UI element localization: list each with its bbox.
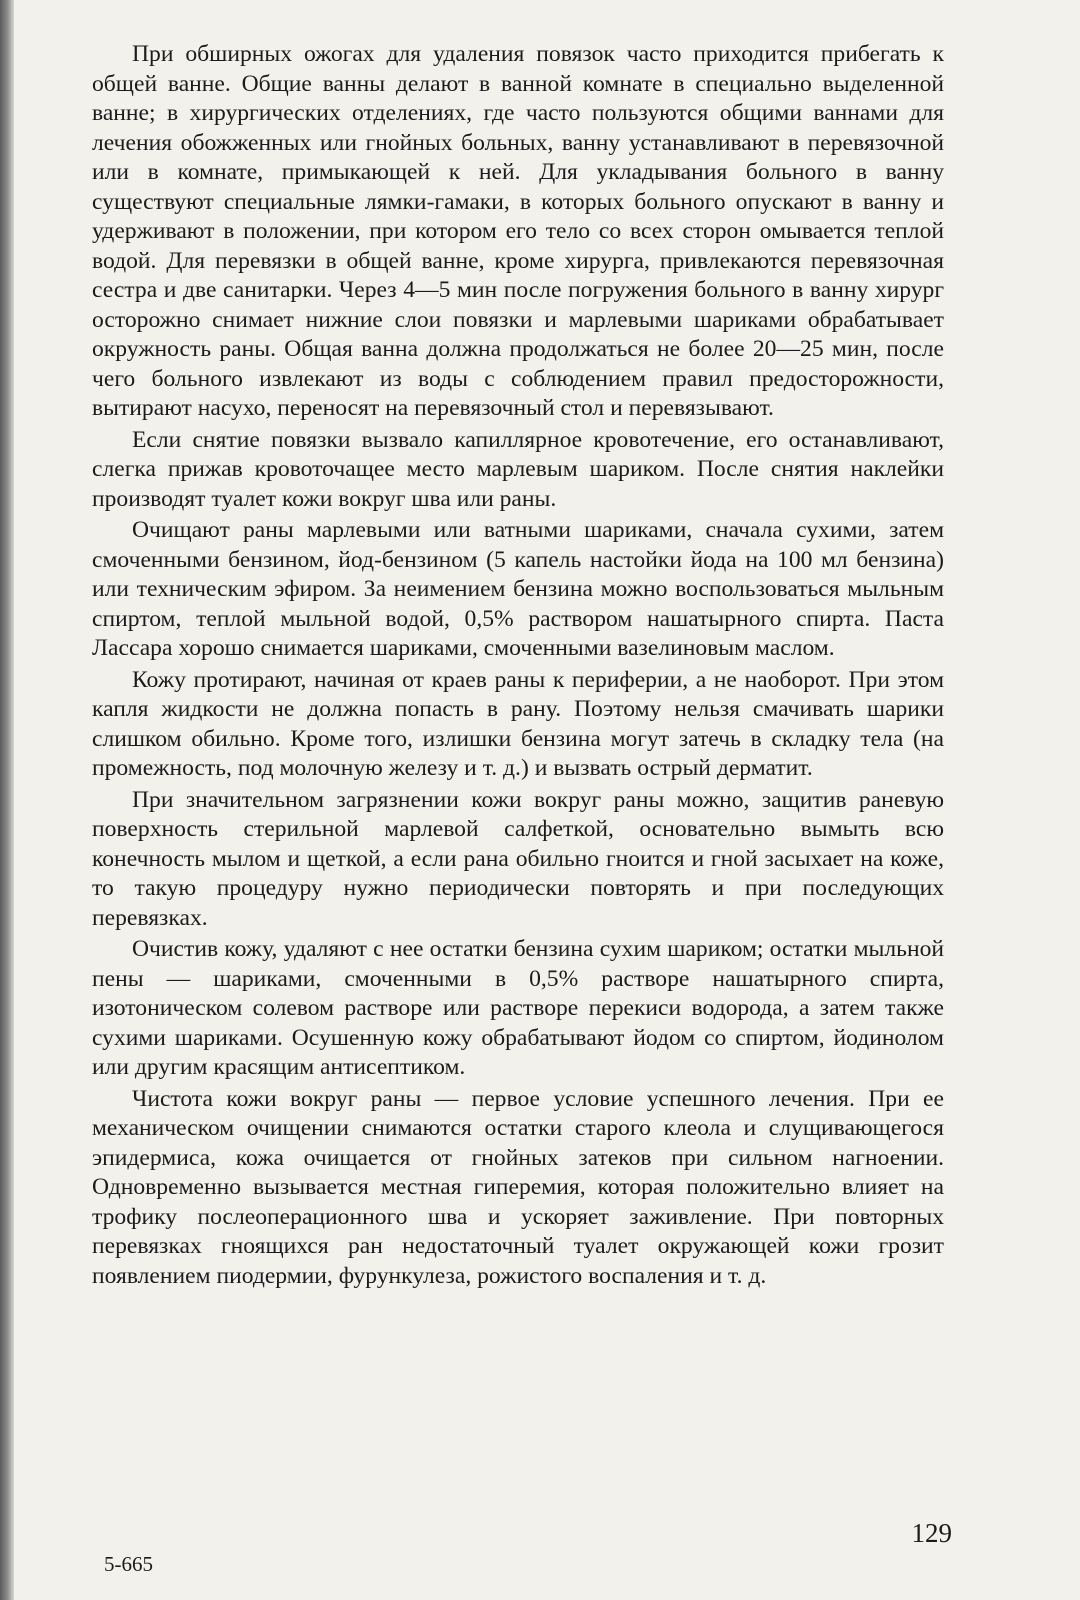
- paragraph-bath-dressing: При обширных ожогах для удаления повязок часто приходится прибегать к общей ванне. Общие ванны делают в ванной комнате в специально выделенной ванне; в хирургических отделениях, где часто пользуются общими ваннами для лечения обожженных или гнойных больных, ванну устанавливают в перевязочной или в комнате, примыкающей к ней. Для укладывания больного в ванну существуют специальные лямки-гамаки, в которых больного опускают в ванну и удерживают в положении, при котором его тело со всех сторон омывается теплой водой. Для перевязки в общей ванне, кроме хирурга, привлекаются перевязочная сестра и две санитарки. Через 4—5 мин после погружения больного в ванну хирург осторожно снимает нижние слои повязки и марлевыми шариками обрабатывает окружность раны. Общая ванна должна продолжаться не более 20—25 мин, после чего больного извлекают из воды с соблюдением правил предосторожности, вытирают насухо, переносят на перевязочный стол и перевязывают.: [92, 41, 944, 421]
- paragraph-wiping-direction: Кожу протирают, начиная от краев раны к периферии, а не наоборот. При этом капля жидкости не должна попасть в рану. Поэтому нельзя смачивать шарики слишком обильно. Кроме того, излишки бензина могут затечь в складку тела (на промежность, под молочную железу и т. д.) и вызвать острый дерматит.: [92, 666, 944, 781]
- paragraph-bleeding: Если снятие повязки вызвало капиллярное кровотечение, его останавливают, слегка прижав кровоточащее место марлевым шариком. После снятия наклейки производят туалет кожи вокруг шва или раны.: [92, 426, 944, 512]
- page-body: [92, 40, 944, 1291]
- paragraph-drying-antiseptic: Очистив кожу, удаляют с нее остатки бензина сухим шариком; остатки мыльной пены — шариками, смоченными в 0,5% растворе нашатырного спирта, изотоническом солевом растворе или растворе перекиси водорода, а затем также сухими шариками. Осушенную кожу обрабатывают йодом со спиртом, йодинолом или другим красящим антисептиком.: [92, 936, 944, 1080]
- scan-edge: [0, 0, 14, 1600]
- paragraph-skin-cleanliness: Чистота кожи вокруг раны — первое условие успешного лечения. При ее механическом очищении снимаются остатки старого клеола и слущивающегося эпидермиса, кожа очищается от гнойных затеков при сильном нагноении. Одновременно вызывается местная гиперемия, которая положительно влияет на трофику послеоперационного шва и ускоряет заживление. При повторных перевязках гноящихся ран недостаточный туалет окружающей кожи грозит появлением пиодермии, фурункулеза, рожистого воспаления и т. д.: [92, 1085, 944, 1289]
- paragraph-heavy-contamination: При значительном загрязнении кожи вокруг раны можно, защитив раневую поверхность стерильной марлевой салфеткой, основательно вымыть всю конечность мылом и щеткой, а если рана обильно гноится и гной засыхает на коже, то такую процедуру нужно периодически повторять и при последующих перевязках.: [92, 786, 944, 931]
- printer-signature: 5-665: [104, 1552, 153, 1576]
- paragraph-cleaning-agents: Очищают раны марлевыми или ватными шариками, сначала сухими, затем смоченными бензином, йод-бензином (5 капель настойки йода на 100 мл бензина) или техническим эфиром. За неимением бензина можно воспользоваться мыльным спиртом, теплой мыльной водой, 0,5% раствором нашатырного спирта. Паста Лассара хорошо снимается шариками, смоченными вазелиновым маслом.: [92, 517, 944, 661]
- page-number: 129: [911, 1518, 952, 1548]
